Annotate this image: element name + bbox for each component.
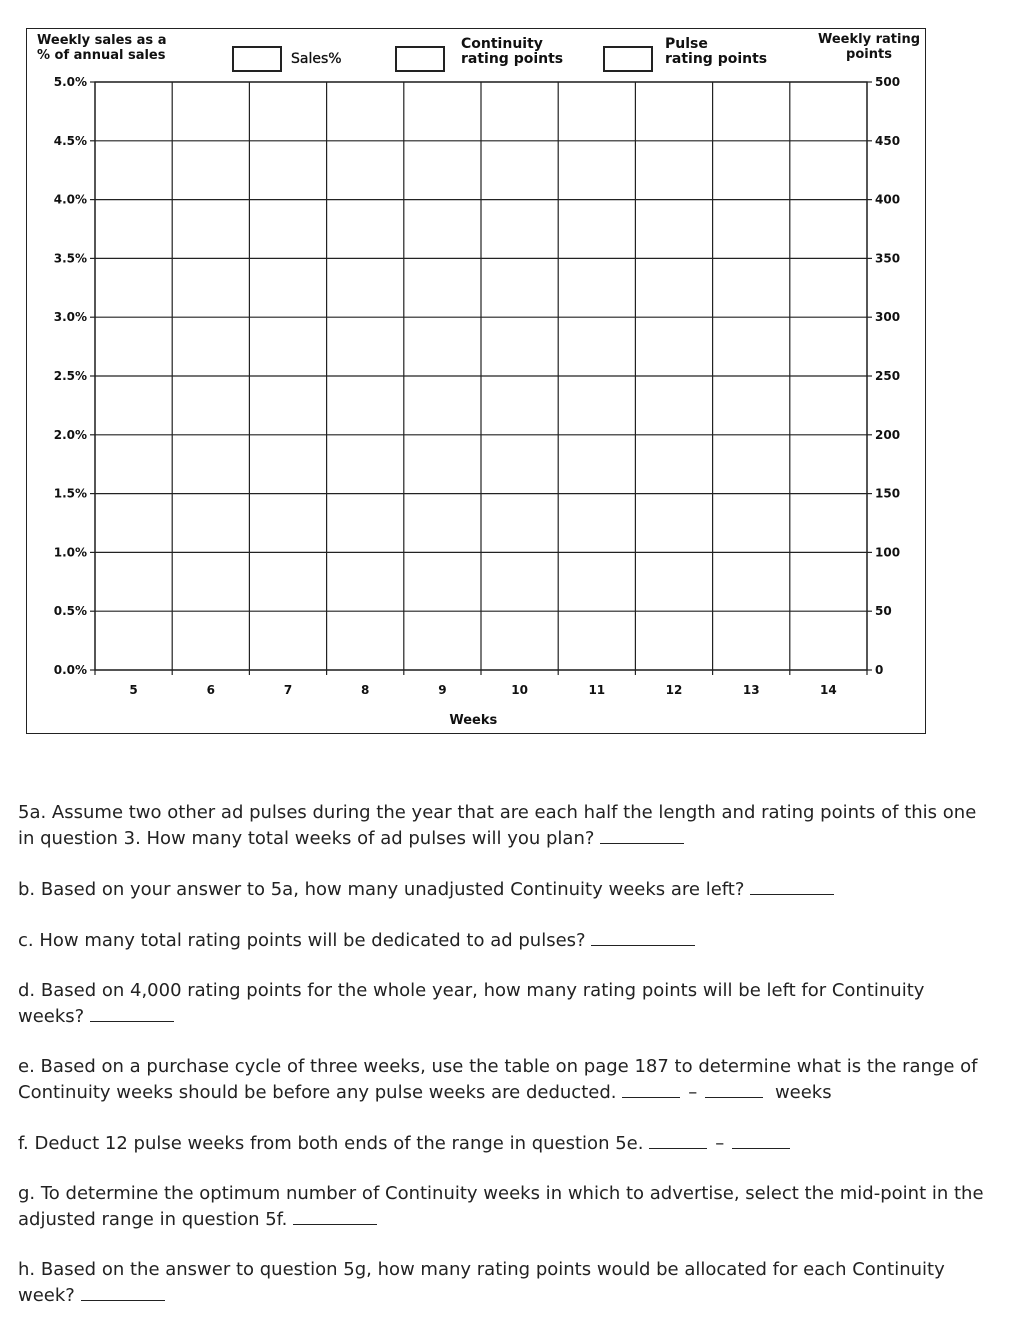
x-tick-label: 14: [820, 683, 837, 697]
question-list: [18, 800, 988, 1333]
x-tick-label: 5: [129, 683, 138, 697]
question-item: [18, 1257, 988, 1308]
question-item: [18, 927, 988, 953]
left-axis-title-line1: Weekly sales as a: [37, 33, 167, 48]
x-tick-label: 12: [665, 683, 683, 697]
right-tick-label: 450: [875, 133, 901, 148]
right-axis-title-line2: points: [846, 47, 892, 62]
range-dash: –: [688, 1082, 698, 1103]
range-dash: –: [715, 1133, 725, 1154]
right-axis-title-line1: Weekly rating: [817, 32, 921, 47]
answer-blank[interactable]: [732, 1130, 790, 1149]
x-tick-label: 10: [511, 683, 528, 697]
x-tick-label: 7: [283, 683, 293, 697]
left-tick-label: 5.0%: [53, 75, 87, 89]
question-text: b. Based on your answer to 5a, how many unadjusted Continuity weeks are left?: [18, 879, 745, 900]
question-text: 5a. Assume two other ad pulses during the year that are each half the length and rating points of this one in question 3. How many total weeks of ad pulses will you plan?: [18, 802, 977, 849]
right-tick-label: 50: [875, 604, 892, 619]
legend-pulse-line1: Pulse: [665, 36, 708, 52]
right-tick-label: 500: [875, 75, 901, 89]
unit-suffix: weeks: [769, 1082, 832, 1103]
legend-sales-label: Sales%: [291, 51, 342, 67]
legend-continuity-line1: Continuity: [461, 36, 543, 52]
question-text: g. To determine the optimum number of Continuity weeks in which to advertise, select the mid-point in the adjusted range in question 5f.: [18, 1183, 984, 1230]
question-text: d. Based on 4,000 rating points for the whole year, how many rating points will be left for Continuity weeks?: [18, 980, 925, 1027]
x-tick-label: 6: [206, 683, 215, 697]
answer-blank[interactable]: [622, 1079, 680, 1098]
left-axis-title-line2: % of annual sales: [37, 48, 166, 63]
left-tick-label: 4.0%: [53, 192, 87, 207]
question-item: [18, 1130, 988, 1156]
right-tick-label: 250: [875, 369, 901, 383]
right-tick-label: 150: [875, 486, 901, 501]
left-tick-label: 3.0%: [53, 310, 87, 325]
question-text: e. Based on a purchase cycle of three weeks, use the table on page 187 to determine what is the range of Continuity weeks should be before any pulse weeks are deducted.: [18, 1056, 978, 1103]
right-tick-label: 350: [875, 251, 901, 266]
answer-blank[interactable]: [600, 825, 684, 844]
x-tick-label: 11: [588, 683, 606, 697]
question-item: [18, 978, 988, 1029]
answer-blank[interactable]: [705, 1079, 763, 1098]
right-tick-label: 200: [875, 427, 901, 442]
answer-blank[interactable]: [750, 876, 834, 895]
right-tick-label: 0: [875, 663, 884, 677]
answer-blank[interactable]: [649, 1130, 707, 1149]
question-item: [18, 1181, 988, 1232]
legend-continuity-line2: rating points: [461, 51, 564, 67]
question-text: c. How many total rating points will be dedicated to ad pulses?: [18, 930, 586, 951]
answer-blank[interactable]: [591, 927, 695, 946]
question-text: h. Based on the answer to question 5g, how many rating points would be allocated for each Continuity week?: [18, 1259, 945, 1306]
answer-blank[interactable]: [90, 1003, 174, 1022]
x-tick-label: 9: [438, 683, 447, 697]
answer-blank[interactable]: [81, 1282, 165, 1301]
left-tick-label: 4.5%: [53, 133, 87, 148]
question-text: f. Deduct 12 pulse weeks from both ends of the range in question 5e.: [18, 1133, 644, 1154]
left-tick-label: 0.5%: [53, 604, 87, 619]
left-tick-label: 1.0%: [53, 545, 87, 560]
right-tick-label: 400: [875, 192, 901, 207]
legend-pulse-line2: rating points: [665, 51, 768, 67]
left-tick-label: 1.5%: [53, 486, 87, 501]
right-tick-label: 100: [875, 545, 901, 560]
left-tick-label: 0.0%: [53, 663, 87, 677]
left-tick-label: 3.5%: [53, 251, 87, 266]
answer-blank[interactable]: [293, 1206, 377, 1225]
left-tick-label: 2.5%: [53, 369, 87, 383]
chart-frame: [26, 28, 926, 734]
question-item: [18, 1054, 988, 1105]
x-tick-label: 8: [361, 683, 370, 697]
question-item: [18, 876, 988, 902]
right-tick-label: 300: [875, 310, 901, 325]
x-axis-title: Weeks: [449, 713, 498, 728]
x-tick-label: 13: [742, 683, 760, 697]
chart-plot: [27, 29, 927, 735]
left-tick-label: 2.0%: [53, 427, 87, 442]
question-item: [18, 800, 988, 851]
